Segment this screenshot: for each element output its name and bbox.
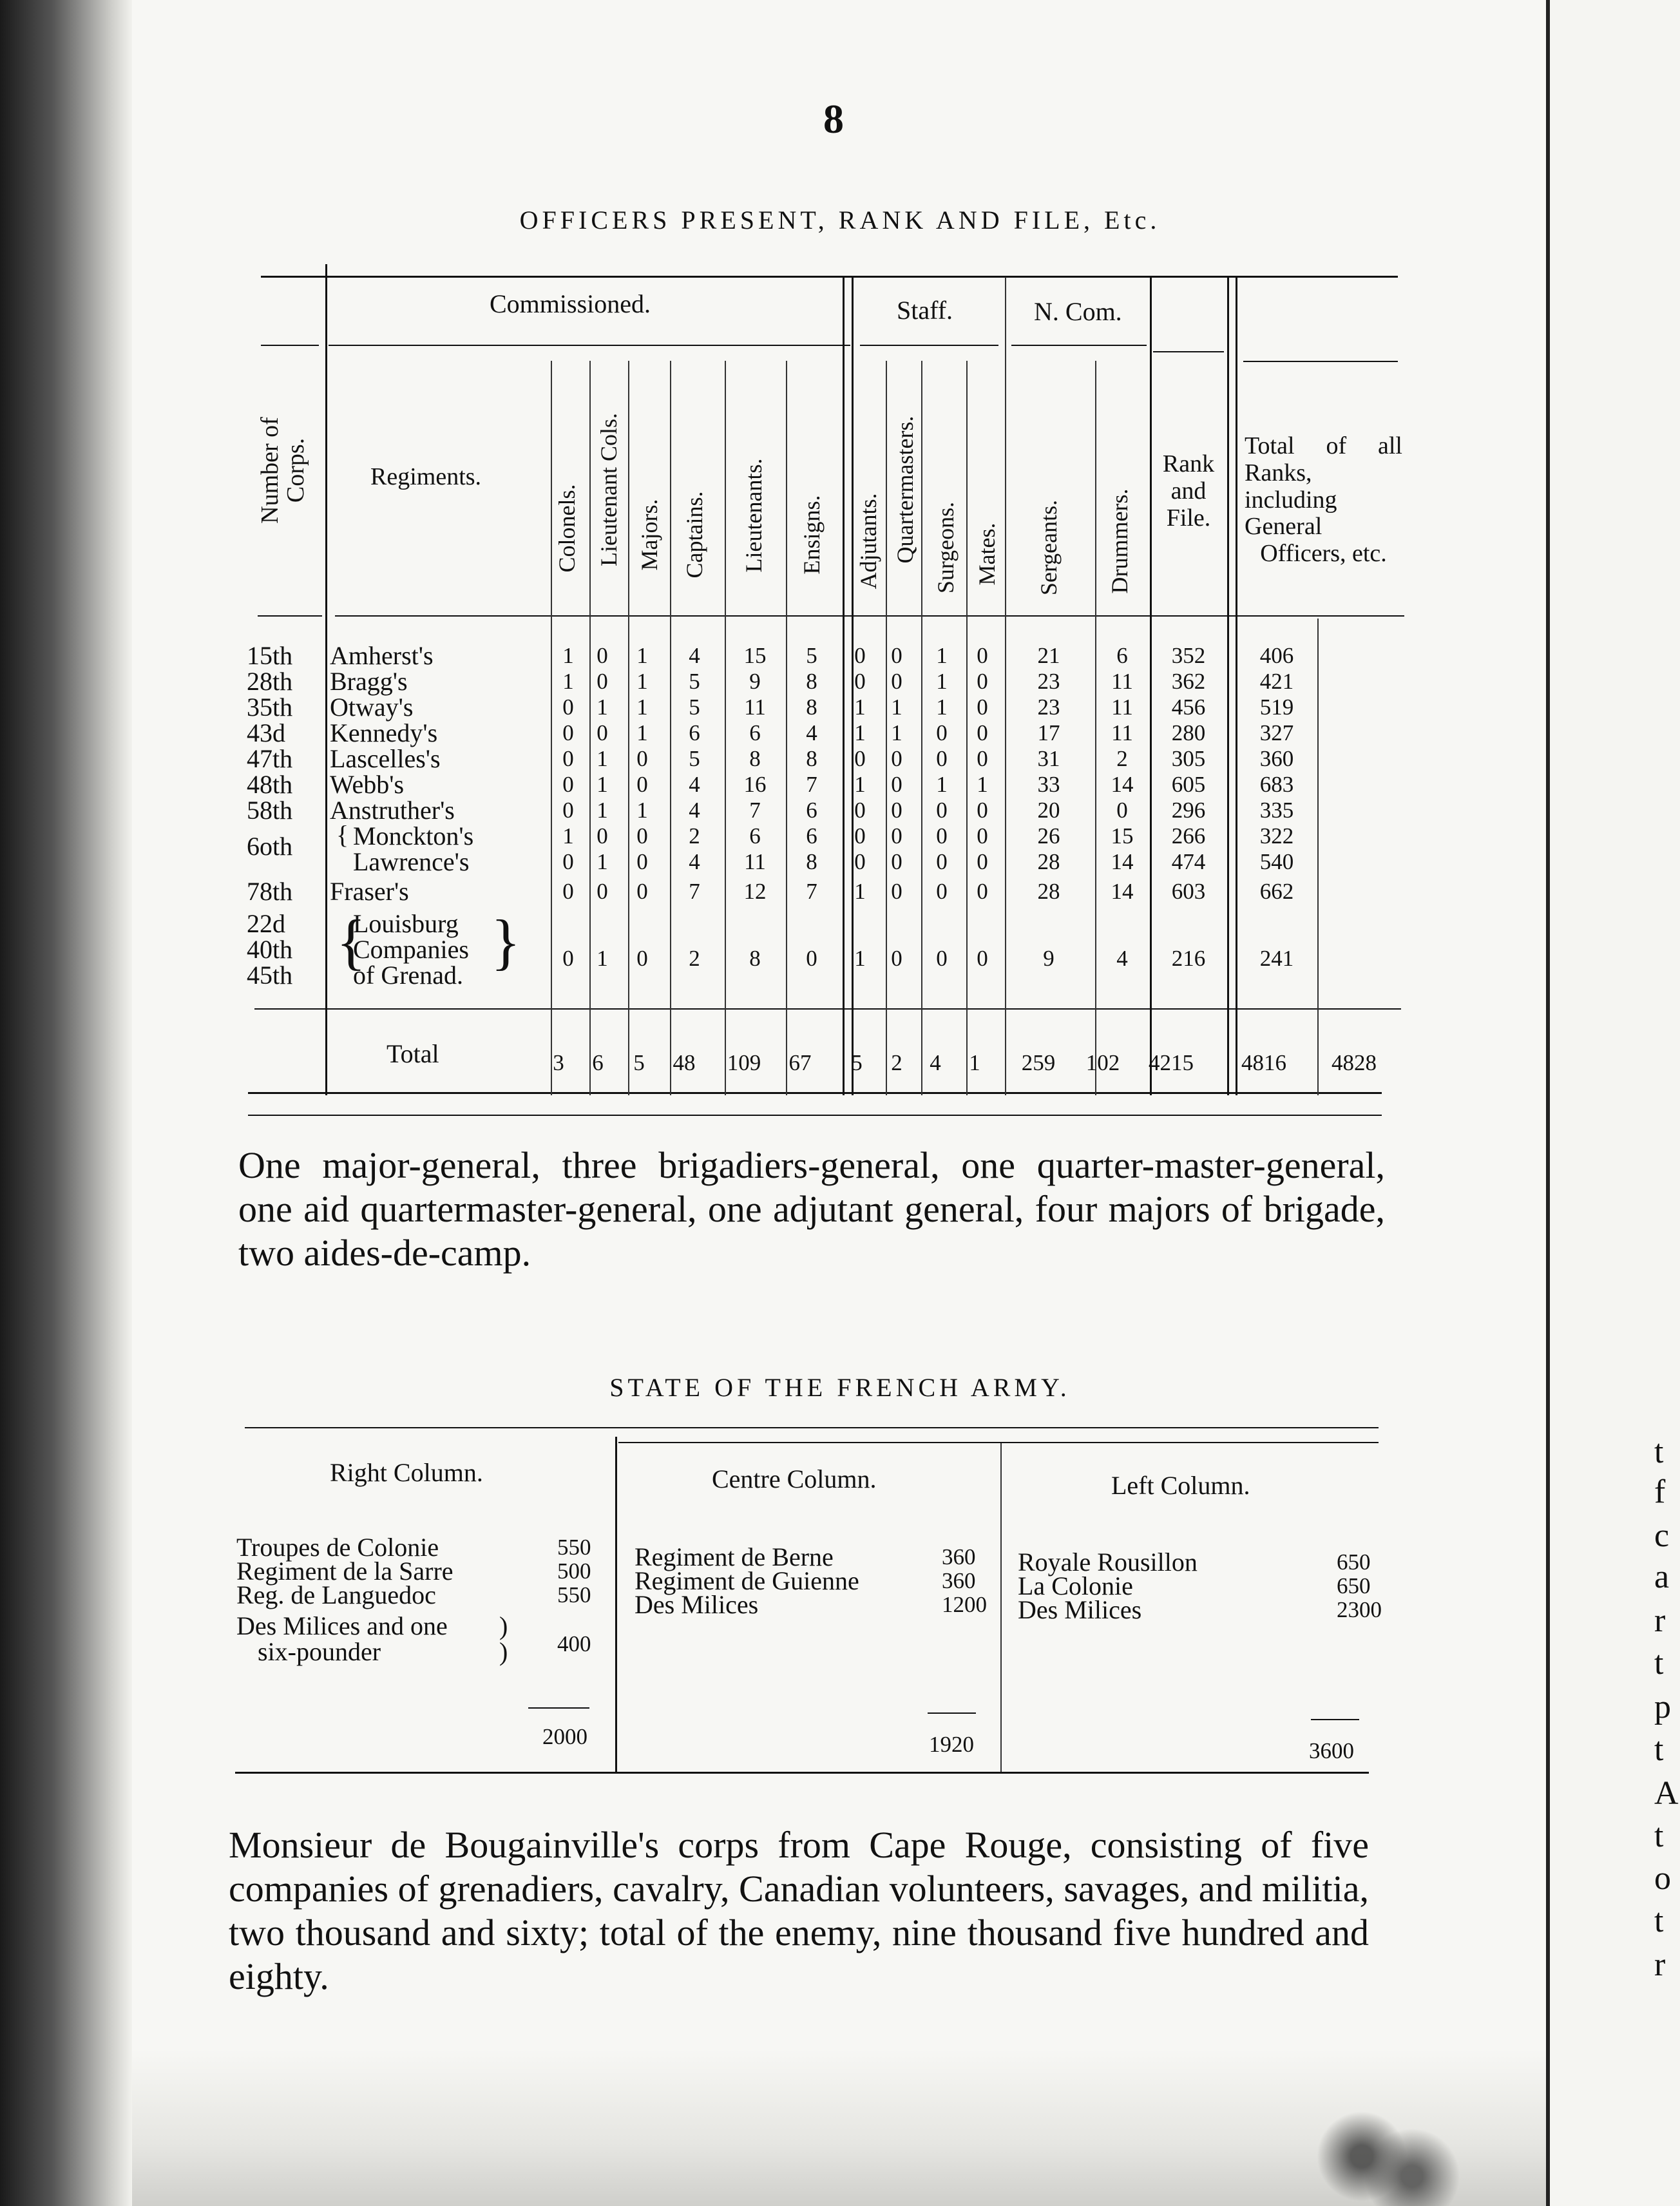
table-cell: 0 bbox=[636, 879, 648, 904]
table-cell: 0 bbox=[597, 879, 608, 904]
table-cell: 0 bbox=[936, 879, 948, 904]
table-cell: 1 bbox=[854, 720, 866, 745]
table-cell: 0 bbox=[636, 746, 648, 771]
french-item-value: 650 bbox=[1337, 1573, 1371, 1598]
total-cell: 2 bbox=[891, 1050, 902, 1075]
corps-number: 48th bbox=[247, 770, 293, 799]
total-label: Total bbox=[387, 1039, 439, 1068]
facing-letter: t bbox=[1654, 1818, 1664, 1854]
header-surgeons: Surgeons. bbox=[933, 501, 959, 594]
regiment-name: Companies bbox=[353, 935, 469, 964]
table-cell: 0 bbox=[597, 643, 608, 668]
group-ncom: N. Com. bbox=[1034, 297, 1122, 326]
corps-number: 43d bbox=[247, 718, 285, 747]
table-row bbox=[0, 798, 1680, 823]
table-cell: 7 bbox=[749, 798, 761, 823]
french-item-name: Troupes de Colonie bbox=[236, 1533, 439, 1562]
right-column-total: 2000 bbox=[542, 1724, 587, 1749]
table-cell: 15 bbox=[1111, 823, 1134, 849]
table-cell: 0 bbox=[562, 849, 574, 874]
header-quartermasters: Quartermasters. bbox=[892, 416, 918, 564]
table-cell: 1 bbox=[636, 643, 648, 668]
table-row bbox=[0, 695, 1680, 720]
french-item-value: 550 bbox=[557, 1535, 591, 1560]
left-column-heading: Left Column. bbox=[1111, 1471, 1250, 1500]
total-cell: 102 bbox=[1085, 1050, 1120, 1075]
table-cell: 1 bbox=[597, 772, 608, 797]
left-column-total: 3600 bbox=[1309, 1738, 1354, 1763]
table-cell: 8 bbox=[806, 669, 817, 694]
header-rule bbox=[261, 345, 319, 346]
table-cell: 11 bbox=[744, 695, 766, 720]
table-cell: 0 bbox=[636, 946, 648, 971]
table-cell: 5 bbox=[689, 669, 700, 694]
table-cell: 0 bbox=[562, 720, 574, 745]
table-cell: 296 bbox=[1171, 798, 1206, 823]
table-cell: 1 bbox=[936, 669, 948, 694]
table-cell: 1 bbox=[891, 695, 902, 720]
table-cell: 1 bbox=[636, 695, 648, 720]
french-item-name: Regiment de la Sarre bbox=[236, 1557, 453, 1586]
header-number-of-corps: Number of Corps. bbox=[256, 417, 309, 524]
header-captains: Captains. bbox=[682, 491, 707, 579]
brace-right: } bbox=[491, 907, 521, 976]
table-cell: 28 bbox=[1037, 879, 1060, 904]
centre-column-total: 1920 bbox=[929, 1732, 974, 1757]
table-cell: 0 bbox=[806, 946, 817, 971]
table-cell: 406 bbox=[1259, 643, 1294, 668]
table-cell: 0 bbox=[936, 798, 948, 823]
facing-letter: A bbox=[1654, 1775, 1679, 1812]
brace-right: ) bbox=[499, 1637, 508, 1666]
facing-letter: t bbox=[1654, 1434, 1664, 1470]
table-cell: 0 bbox=[854, 823, 866, 849]
table-cell: 8 bbox=[806, 849, 817, 874]
header-drummers: Drummers. bbox=[1107, 488, 1132, 594]
table-cell: 1 bbox=[597, 849, 608, 874]
header-lieutenants: Lieutenants. bbox=[741, 458, 767, 573]
regiment-name: Bragg's bbox=[330, 667, 408, 696]
table-row bbox=[0, 772, 1680, 798]
total-cell: 5 bbox=[633, 1050, 645, 1075]
table-cell: 1 bbox=[936, 695, 948, 720]
regiment-name: Webb's bbox=[330, 770, 405, 799]
table-cell: 31 bbox=[1037, 746, 1060, 771]
table-cell: 0 bbox=[562, 798, 574, 823]
regiment-name: Otway's bbox=[330, 693, 414, 722]
facing-letter: t bbox=[1654, 1645, 1664, 1682]
table-cell: 11 bbox=[1111, 720, 1133, 745]
french-item-name: Reg. de Languedoc bbox=[236, 1580, 436, 1609]
total-cell: 48 bbox=[673, 1050, 696, 1075]
table-cell: 4 bbox=[689, 798, 700, 823]
table-cell: 6 bbox=[806, 823, 817, 849]
french-item-name: six-pounder bbox=[258, 1637, 381, 1666]
regiment-name: Fraser's bbox=[330, 877, 409, 906]
group-staff: Staff. bbox=[897, 296, 953, 325]
french-item-value: 2300 bbox=[1337, 1597, 1382, 1622]
table-cell: 0 bbox=[891, 772, 902, 797]
total-cell: 4816 bbox=[1241, 1050, 1286, 1075]
total-cell: 3 bbox=[553, 1050, 564, 1075]
french-item-value: 650 bbox=[1337, 1549, 1371, 1575]
table-cell: 0 bbox=[936, 823, 948, 849]
total-cell: 4215 bbox=[1149, 1050, 1194, 1075]
table-cell: 4 bbox=[689, 643, 700, 668]
header-regiments: Regiments. bbox=[370, 463, 482, 490]
table-cell: 1 bbox=[854, 946, 866, 971]
table-cell: 23 bbox=[1037, 669, 1060, 694]
table-cell: 1 bbox=[977, 772, 988, 797]
table-cell: 0 bbox=[977, 669, 988, 694]
brace-left: { bbox=[336, 820, 349, 849]
table-cell: 2 bbox=[689, 823, 700, 849]
french-top-rule bbox=[245, 1427, 1379, 1428]
french-item-value: 360 bbox=[942, 1568, 976, 1593]
table-cell: 0 bbox=[891, 669, 902, 694]
book-binding-shadow bbox=[0, 0, 132, 2206]
french-item-name: Royale Rousillon bbox=[1018, 1548, 1198, 1577]
group-commissioned: Commissioned. bbox=[490, 289, 651, 318]
table-cell: 1 bbox=[636, 720, 648, 745]
header-majors: Majors. bbox=[636, 499, 662, 571]
table-cell: 0 bbox=[936, 849, 948, 874]
table-cell: 0 bbox=[936, 746, 948, 771]
table-cell: 8 bbox=[806, 746, 817, 771]
corps-number: 28th bbox=[247, 667, 293, 696]
table-cell: 5 bbox=[689, 695, 700, 720]
table-row bbox=[0, 643, 1680, 669]
regiment-name: Kennedy's bbox=[330, 718, 438, 747]
table-cell: 1 bbox=[636, 798, 648, 823]
table-cell: 0 bbox=[891, 798, 902, 823]
table-cell: 0 bbox=[562, 695, 574, 720]
table-cell: 0 bbox=[562, 746, 574, 771]
total-cell: 67 bbox=[788, 1050, 812, 1075]
table-cell: 474 bbox=[1171, 849, 1206, 874]
corps-number: 6oth bbox=[247, 832, 293, 861]
french-item-name: Des Milices and one bbox=[236, 1611, 448, 1640]
table-cell: 360 bbox=[1259, 746, 1294, 771]
header-sergeants: Sergeants. bbox=[1036, 499, 1062, 596]
table-cell: 0 bbox=[891, 849, 902, 874]
table-cell: 6 bbox=[1116, 643, 1128, 668]
french-column-rule bbox=[615, 1437, 617, 1772]
table-cell: 20 bbox=[1037, 798, 1060, 823]
header-lieutenant-cols: Lieutenant Cols. bbox=[596, 413, 622, 566]
brace-left: { bbox=[336, 907, 367, 976]
total-cell: 259 bbox=[1021, 1050, 1056, 1075]
corps-number: 40th bbox=[247, 935, 293, 964]
regiment-name: Louisburg bbox=[353, 909, 459, 938]
total-cell: 5 bbox=[851, 1050, 863, 1075]
table-row bbox=[0, 669, 1680, 695]
french-item-value: 360 bbox=[942, 1544, 976, 1569]
table-cell: 14 bbox=[1111, 849, 1134, 874]
french-item-value: 1200 bbox=[942, 1592, 987, 1617]
table-cell: 1 bbox=[562, 823, 574, 849]
table-cell: 0 bbox=[891, 879, 902, 904]
facing-letter: r bbox=[1654, 1946, 1666, 1983]
table-cell: 21 bbox=[1037, 643, 1060, 668]
header-adjutants: Adjutants. bbox=[855, 493, 881, 590]
table-cell: 6 bbox=[806, 798, 817, 823]
table-cell: 0 bbox=[597, 669, 608, 694]
header-rule bbox=[1011, 345, 1147, 346]
centre-column-heading: Centre Column. bbox=[712, 1464, 877, 1493]
table-cell: 1 bbox=[562, 643, 574, 668]
table-cell: 15 bbox=[743, 643, 767, 668]
table-cell: 26 bbox=[1037, 823, 1060, 849]
table-cell: 352 bbox=[1171, 643, 1206, 668]
facing-letter: t bbox=[1654, 1903, 1664, 1939]
table-cell: 9 bbox=[749, 669, 761, 694]
header-ensigns: Ensigns. bbox=[799, 495, 825, 575]
corps-number: 78th bbox=[247, 877, 293, 906]
table-row bbox=[0, 879, 1680, 905]
table-cell: 1 bbox=[597, 746, 608, 771]
table-cell: 0 bbox=[977, 746, 988, 771]
facing-letter: a bbox=[1654, 1559, 1670, 1595]
table-cell: 2 bbox=[689, 946, 700, 971]
table-cell: 7 bbox=[806, 772, 817, 797]
table-cell: 12 bbox=[743, 879, 767, 904]
table-cell: 362 bbox=[1171, 669, 1206, 694]
facing-letter: t bbox=[1654, 1731, 1664, 1768]
header-total-all-ranks: Total of all Ranks, including General Officers, etc. bbox=[1245, 432, 1402, 568]
table-cell: 1 bbox=[562, 669, 574, 694]
table-cell: 14 bbox=[1111, 879, 1134, 904]
table-cell: 16 bbox=[743, 772, 767, 797]
table-cell: 23 bbox=[1037, 695, 1060, 720]
table-cell: 327 bbox=[1259, 720, 1294, 745]
table-cell: 0 bbox=[891, 643, 902, 668]
table-cell: 11 bbox=[744, 849, 766, 874]
table-cell: 28 bbox=[1037, 849, 1060, 874]
table-cell: 605 bbox=[1171, 772, 1206, 797]
corps-number: 15th bbox=[247, 641, 293, 670]
table-cell: 456 bbox=[1171, 695, 1206, 720]
table-cell: 1 bbox=[597, 946, 608, 971]
table-cell: 0 bbox=[977, 695, 988, 720]
table-cell: 1 bbox=[854, 879, 866, 904]
table-cell: 266 bbox=[1171, 823, 1206, 849]
table-cell: 0 bbox=[936, 946, 948, 971]
table-cell: 9 bbox=[1043, 946, 1055, 971]
french-item-value: 550 bbox=[557, 1582, 591, 1607]
header-rule bbox=[860, 345, 998, 346]
table-cell: 0 bbox=[597, 823, 608, 849]
table-cell: 5 bbox=[806, 643, 817, 668]
table-cell: 0 bbox=[562, 946, 574, 971]
table-cell: 0 bbox=[936, 720, 948, 745]
table-cell: 241 bbox=[1259, 946, 1294, 971]
table-cell: 6 bbox=[749, 823, 761, 849]
facing-letter: o bbox=[1654, 1860, 1671, 1897]
header-colonels: Colonels. bbox=[554, 484, 580, 573]
paragraph-general-officers: One major-general, three brigadiers-general, one quarter-master-general, one aid quartermaster-general, one adjutant general, four majors of brigade, two aides-de-camp. bbox=[238, 1144, 1385, 1274]
page-number: 8 bbox=[823, 96, 844, 142]
header-mates: Mates. bbox=[974, 523, 1000, 586]
table-cell: 0 bbox=[597, 720, 608, 745]
table-cell: 11 bbox=[1111, 669, 1133, 694]
right-column-heading: Right Column. bbox=[330, 1458, 483, 1487]
table-cell: 1 bbox=[636, 669, 648, 694]
table-cell: 0 bbox=[977, 823, 988, 849]
table-cell: 0 bbox=[636, 823, 648, 849]
table-cell: 7 bbox=[806, 879, 817, 904]
table-title: OFFICERS PRESENT, RANK AND FILE, Etc. bbox=[519, 206, 1161, 235]
total-cell: 4 bbox=[930, 1050, 941, 1075]
table-cell: 0 bbox=[636, 849, 648, 874]
table-cell: 322 bbox=[1259, 823, 1294, 849]
regiment-name: Monckton's bbox=[353, 821, 474, 850]
table-cell: 14 bbox=[1111, 772, 1134, 797]
table-cell: 0 bbox=[562, 879, 574, 904]
table-bottom-rule bbox=[248, 1115, 1382, 1116]
table-cell: 280 bbox=[1171, 720, 1206, 745]
table-cell: 0 bbox=[977, 879, 988, 904]
table-cell: 8 bbox=[749, 746, 761, 771]
header-rule bbox=[1153, 351, 1224, 352]
regiment-name: Lascelles's bbox=[330, 744, 441, 773]
table-cell: 0 bbox=[854, 849, 866, 874]
table-cell: 1 bbox=[936, 772, 948, 797]
table-cell: 1 bbox=[891, 720, 902, 745]
regiment-name: Anstruther's bbox=[330, 796, 455, 825]
table-cell: 1 bbox=[597, 798, 608, 823]
table-cell: 5 bbox=[689, 746, 700, 771]
table-cell: 0 bbox=[854, 643, 866, 668]
sum-rule bbox=[1311, 1719, 1359, 1720]
table-cell: 0 bbox=[1116, 798, 1128, 823]
table-cell: 6 bbox=[749, 720, 761, 745]
table-cell: 1 bbox=[854, 772, 866, 797]
total-cell: 6 bbox=[592, 1050, 604, 1075]
table-cell: 1 bbox=[597, 695, 608, 720]
header-rule bbox=[1243, 361, 1398, 362]
corps-number: 58th bbox=[247, 796, 293, 825]
table-cell: 683 bbox=[1259, 772, 1294, 797]
table-cell: 6 bbox=[689, 720, 700, 745]
table-cell: 0 bbox=[562, 772, 574, 797]
table-cell: 305 bbox=[1171, 746, 1206, 771]
corps-number: 22d bbox=[247, 909, 285, 938]
table-cell: 1 bbox=[936, 643, 948, 668]
french-item-name: Des Milices bbox=[1018, 1595, 1142, 1624]
french-item-name: Des Milices bbox=[635, 1590, 759, 1619]
french-item-name: Regiment de Guienne bbox=[635, 1566, 859, 1595]
table-cell: 0 bbox=[636, 772, 648, 797]
table-cell: 335 bbox=[1259, 798, 1294, 823]
header-bottom-rule bbox=[335, 615, 1404, 617]
table-cell: 603 bbox=[1171, 879, 1206, 904]
table-cell: 1 bbox=[854, 695, 866, 720]
corps-number: 35th bbox=[247, 693, 293, 722]
french-item-value: 500 bbox=[557, 1559, 591, 1584]
corps-number: 47th bbox=[247, 744, 293, 773]
header-rank-and-file: Rank and File. bbox=[1162, 450, 1215, 532]
table-row bbox=[0, 720, 1680, 746]
table-cell: 2 bbox=[1116, 746, 1128, 771]
table-cell: 540 bbox=[1259, 849, 1294, 874]
table-bottom-rule bbox=[248, 1092, 1382, 1094]
table-cell: 0 bbox=[854, 669, 866, 694]
table-cell: 0 bbox=[977, 849, 988, 874]
facing-letter: r bbox=[1654, 1602, 1666, 1639]
table-cell: 8 bbox=[749, 946, 761, 971]
french-bottom-rule bbox=[235, 1772, 1369, 1774]
regiment-name: Lawrence's bbox=[353, 847, 470, 876]
table-row bbox=[0, 746, 1680, 772]
scan-artifact bbox=[1295, 2107, 1462, 2206]
table-cell: 519 bbox=[1259, 695, 1294, 720]
regiment-name: of Grenad. bbox=[353, 961, 464, 990]
table-cell: 0 bbox=[891, 823, 902, 849]
total-cell: 4828 bbox=[1332, 1050, 1377, 1075]
table-cell: 11 bbox=[1111, 695, 1133, 720]
table-cell: 0 bbox=[977, 643, 988, 668]
table-cell: 421 bbox=[1259, 669, 1294, 694]
total-cell: 109 bbox=[727, 1050, 761, 1075]
table-cell: 216 bbox=[1171, 946, 1206, 971]
french-column-rule bbox=[1000, 1443, 1002, 1772]
table-cell: 4 bbox=[806, 720, 817, 745]
paragraph-bougainville: Monsieur de Bougainville's corps from Cape Rouge, consisting of five companies of grenadiers, cavalry, Canadian volunteers, savages, and militia, two thousand and sixty; total of the enemy, nine thousand five hundred and eighty. bbox=[229, 1824, 1369, 1997]
table-cell: 0 bbox=[977, 946, 988, 971]
table-cell: 0 bbox=[977, 798, 988, 823]
table-cell: 4 bbox=[1116, 946, 1128, 971]
corps-number: 45th bbox=[247, 961, 293, 990]
french-army-title: STATE OF THE FRENCH ARMY. bbox=[609, 1373, 1071, 1402]
header-bottom-rule bbox=[258, 615, 322, 617]
table-cell: 4 bbox=[689, 772, 700, 797]
table-cell: 17 bbox=[1037, 720, 1060, 745]
french-top-rule bbox=[618, 1442, 1379, 1443]
table-cell: 33 bbox=[1037, 772, 1060, 797]
total-cell: 1 bbox=[969, 1050, 980, 1075]
table-cell: 7 bbox=[689, 879, 700, 904]
table-cell: 0 bbox=[854, 798, 866, 823]
table-cell: 662 bbox=[1259, 879, 1294, 904]
header-rule bbox=[329, 345, 850, 346]
table-cell: 4 bbox=[689, 849, 700, 874]
table-cell: 0 bbox=[977, 720, 988, 745]
sum-rule bbox=[928, 1712, 976, 1714]
french-item-value: 400 bbox=[557, 1631, 591, 1656]
facing-letter: f bbox=[1654, 1473, 1666, 1510]
regiment-name: Amherst's bbox=[330, 641, 434, 670]
french-item-name: Regiment de Berne bbox=[635, 1542, 834, 1571]
table-cell: 0 bbox=[891, 946, 902, 971]
table-cell: 0 bbox=[854, 746, 866, 771]
facing-letter: p bbox=[1654, 1689, 1671, 1725]
total-rule bbox=[254, 1008, 1401, 1010]
brace-right: ) bbox=[499, 1611, 508, 1640]
facing-letter: c bbox=[1654, 1517, 1670, 1554]
table-cell: 8 bbox=[806, 695, 817, 720]
table-cell: 0 bbox=[891, 746, 902, 771]
sum-rule bbox=[528, 1707, 589, 1709]
french-item-name: La Colonie bbox=[1018, 1571, 1133, 1600]
